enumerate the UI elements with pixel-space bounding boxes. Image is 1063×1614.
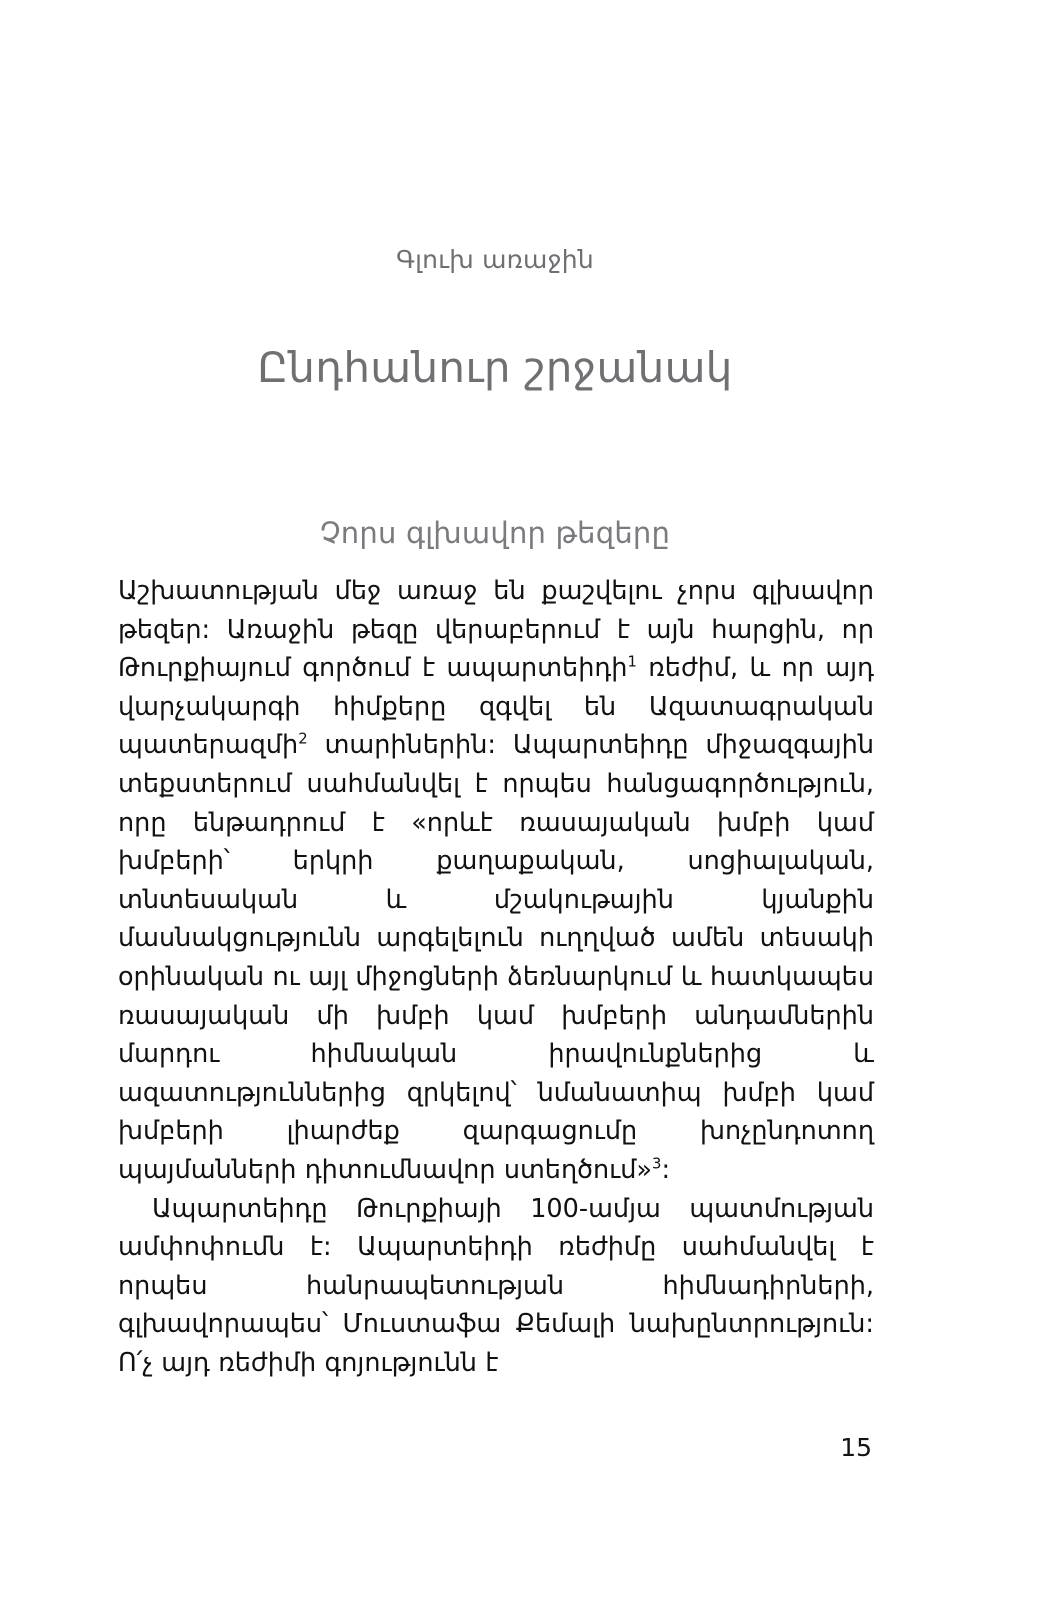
paragraph: Ապարտեիդը Թուրքիայի 100-ամյա պատմության ամփոփումն է: Ապարտեիդի ռեժիմը սահմանվել է որպես հանրապետության հիմնադիրների, գլխավորապես՝ Մուստաֆա Քեմալի նախընտրություն: Ո՛չ այդ ռեժիմի գոյությունն է bbox=[118, 1193, 874, 1378]
chapter-label: Գլուխ առաջին bbox=[396, 245, 594, 274]
page-number: 15 bbox=[840, 1433, 872, 1462]
footnote-reference[interactable]: 1 bbox=[627, 653, 637, 671]
body-text-block bbox=[118, 572, 874, 1382]
section-title: Չորս գլխավոր թեզերը bbox=[319, 516, 671, 551]
footnote-reference[interactable]: 3 bbox=[652, 1155, 662, 1173]
paragraph: Աշխատության մեջ առաջ են քաշվելու չորս գլխավոր թեզեր: Առաջին թեզը վերաբերում է այն հարցին, որ Թուրքիայում գործում է ապարտեիդի$^1$ ռեժիմ, և որ այդ վարչակարգի հիմքերը զգվել են Ազատագրական պատերազմի$^2$ տարիներին: Ապարտեիդը միջազգային տեքստերում սահմանվել է որպես հանցագործություն, որը ենթադրում է «որևէ ռասայական խմբի կամ խմբերի՝ երկրի քաղաքական, սոցիալական, տնտեսական և մշակութային կյանքին մասնակցությունն արգելելուն ուղղված ամեն տեսակի օրինական ու այլ միջոցների ձեռնարկում և հատկապես ռասայական մի խմբի կամ խմբերի անդամներին մարդու հիմնական իրավունքներից և ազատություններից զրկելով՝ նմանատիպ խմբի կամ խմբերի լիարժեք զարգացումը խոչընդոտող պայմանների դիտումնավոր ստեղծում»$^3$: bbox=[118, 576, 874, 1185]
footnote-reference[interactable]: 2 bbox=[298, 730, 308, 748]
page-title: Ընդհանուր շրջանակ bbox=[257, 343, 733, 393]
